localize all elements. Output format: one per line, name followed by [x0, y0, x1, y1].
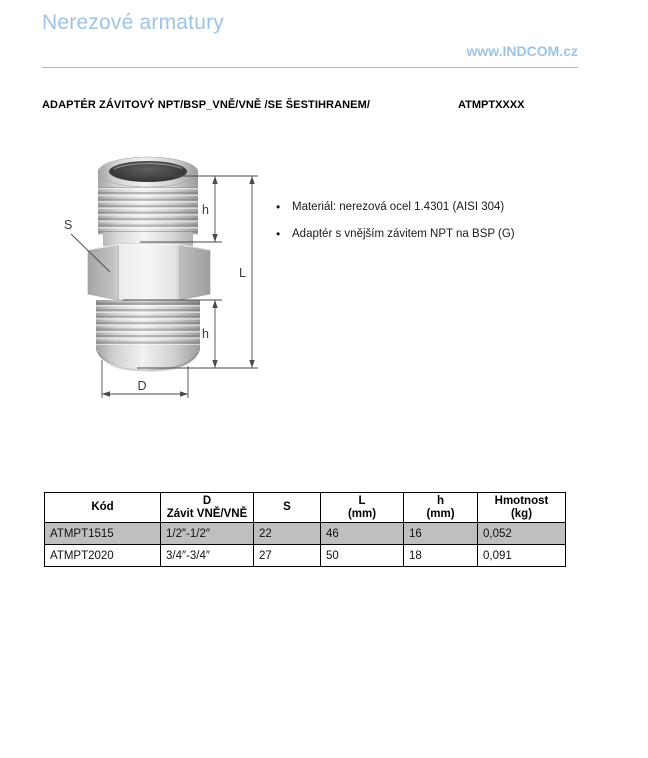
- label-d: D: [137, 379, 147, 393]
- column-header-l: L (mm): [321, 493, 404, 523]
- column-header-h: h (mm): [404, 493, 478, 523]
- technical-drawing: [40, 140, 270, 405]
- table-cell: 3/4″-3/4″: [161, 545, 254, 567]
- table-row: [45, 523, 566, 545]
- table-cell: 18: [404, 545, 478, 567]
- column-header-d: D Závit VNĚ/VNĚ: [161, 493, 254, 523]
- table-cell: ATMPT1515: [45, 523, 161, 545]
- bore-opening: [109, 161, 187, 182]
- feature-list: [274, 200, 624, 254]
- label-h-top: h: [202, 203, 209, 217]
- list-item: • Materiál: nerezová ocel 1.4301 (AISI 304): [274, 200, 624, 214]
- website-link[interactable]: www.INDCOM.cz: [466, 43, 578, 59]
- label-h-bottom: h: [202, 327, 209, 341]
- product-title: ADAPTÉR ZÁVITOVÝ NPT/BSP_VNĚ/VNĚ /SE ŠESTIHRANEM/: [42, 99, 371, 111]
- list-item: • Adaptér s vnějším závitem NPT na BSP (G): [274, 227, 624, 241]
- table-cell: 50: [321, 545, 404, 567]
- label-s: S: [64, 218, 73, 232]
- fitting-body: [88, 157, 210, 372]
- column-header-hmotnost: Hmotnost (kg): [478, 493, 566, 523]
- hex-section: [88, 244, 210, 300]
- table-cell: 16: [404, 523, 478, 545]
- column-header-kod: Kód: [45, 493, 161, 523]
- hex-nipple-illustration: [40, 140, 270, 405]
- table-cell: 1/2″-1/2″: [161, 523, 254, 545]
- product-code: ATMPTXXXX: [458, 99, 525, 111]
- table-cell: 27: [254, 545, 321, 567]
- table-row: [45, 545, 566, 567]
- table-cell: ATMPT2020: [45, 545, 161, 567]
- page-title: Nerezové armatury: [42, 11, 224, 34]
- column-header-s: S: [254, 493, 321, 523]
- table-header-row: [45, 493, 566, 523]
- table-cell: 46: [321, 523, 404, 545]
- table-cell: 0,052: [478, 523, 566, 545]
- spec-table: [44, 492, 566, 567]
- label-l: L: [239, 266, 246, 280]
- header-divider: [42, 67, 578, 68]
- table-cell: 22: [254, 523, 321, 545]
- table-cell: 0,091: [478, 545, 566, 567]
